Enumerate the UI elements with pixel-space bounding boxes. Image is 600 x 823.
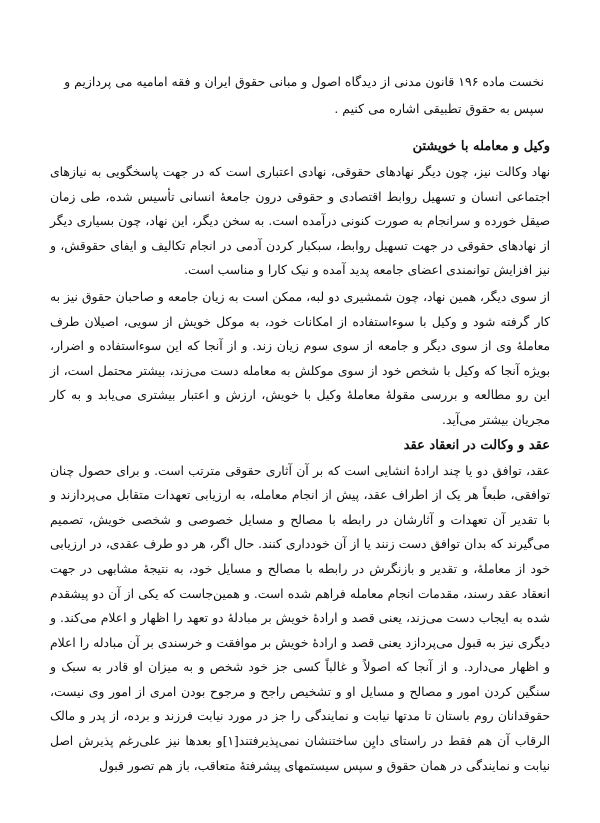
section-heading-agent-self-dealing: وکیل و معامله با خویشتن <box>412 139 550 154</box>
body-paragraph: عقد، توافق دو یا چند ارادهٔ انشایی است که بر آن آثاری حقوقی مترتب است. و برای حصول چنان توافقی، طبعاً هر یک از اطراف عقد، پیش از انجام معامله، به ارزیابی تعهدات متقابل می‌پردازند و با تقدیر آن تعهدات و آثارشان در رابطه با مصالح و مسایل خصوصی و شخصی خویش، تصمیم می‌گیرند که بدان توافق دست زنند یا از آن خودداری کنند. حال اگر، هر دو طرف عقدی، در ارزیابی خود از معاملهٔ، و تقدیر و بازنگرش در رابطه با مصالح و مسایل خود، به نتیجهٔ مشابهی در جهت انعقاد عقد رسند، مقدمات انجام معامله فراهم شده است. و همین‌جاست که یکی از آن دو پیشقدم شده به ایجاب دست می‌زند، یعنی قصد و ارادهٔ خویش بر مبادلهٔ دو تعهد را اظهار و اعلام می‌کند. و دیگری نیز به قبول می‌پردازد یعنی قصد و ارادهٔ خویش بر موافقت و خرسندی بر آن مبادله را اعلام و اظهار می‌دارد. و از آنجا که اصولاً و غالباً کسی جز خود شخص و به میزان او قادر به سبک و سنگین کردن امور و مصالح و مسایل او و تشخیص راجح و مرجوح بودن امری از امور وی نیست، حقوقدانان روم باستان تا مدتها نیابت و نمایندگی را جز در مورد نیابت فرزند و برده، از پدر و مالک الرقاب آن هم فقط در راستای دایِن ساختنشان نمی‌پذیرفتند[۱]و بعدها نیز علی‌رغم پذیرش اصل نیابت و نمایندگی در همان حقوق و سپس سیستمهای پیشرفتهٔ متعاقب، باز هم تصور قبول <box>50 463 551 773</box>
body-paragraph: از سوی دیگر، همین نهاد، چون شمشیری دو لبه، ممکن است به زیان جامعه و صاحبان حقوق نیز به کار گرفته شود و وکیل با سوءاستفاده از امکانات خود، به موکل خویش از سویی، اصیلان طرف معاملهٔ وی از سوی دیگر و جامعه از سوی سوم زیان زند. و از آنجا که این سوءاستفاده و اضرار، بویژه آنجا که وکیل با شخص خود از سوی موکلش به معامله دست می‌زند، بیشتر محتمل است، از این رو مطالعه و بررسی مقولهٔ معاملهٔ وکیل با خویش، ارزش و اعتبار بیشتری می‌یابد و به کار مجریان بیشتر می‌آید. <box>50 289 550 427</box>
section-heading-contract-and-agency: عقد و وکالت در انعقاد عقد <box>403 437 550 453</box>
intro-paragraph: نخست ماده ۱۹۶ قانون مدنی از دیدگاه اصول و مبانی حقوق ایران و فقه امامیه می پردازیم و سپس به حقوق تطبیقی اشاره می کنیم . <box>64 74 544 116</box>
body-paragraph: نهاد وکالت نیز، چون دیگر نهادهای حقوقی، نهادی اعتباری است که در جهت پاسخگویی به نیازهای اجتماعی انسان و تسهیل روابط اقتصادی و حقوقی درون جامعۀ انسانی تأسیس شده، طی زمان صیقل خورده و سرانجام به صورت کنونی درآمده است. به سخن دیگر، این نهاد، چون بسیاری دیگر از نهادهای حقوقی در جهت تسهیل روابط، سبکبار کردن آدمی در انجام تکالیف و ایفای حقوقش، و نیز افزایش توانمندی اعضای جامعه پدید آمده و نیک کارا و مناسب است. <box>50 165 550 278</box>
